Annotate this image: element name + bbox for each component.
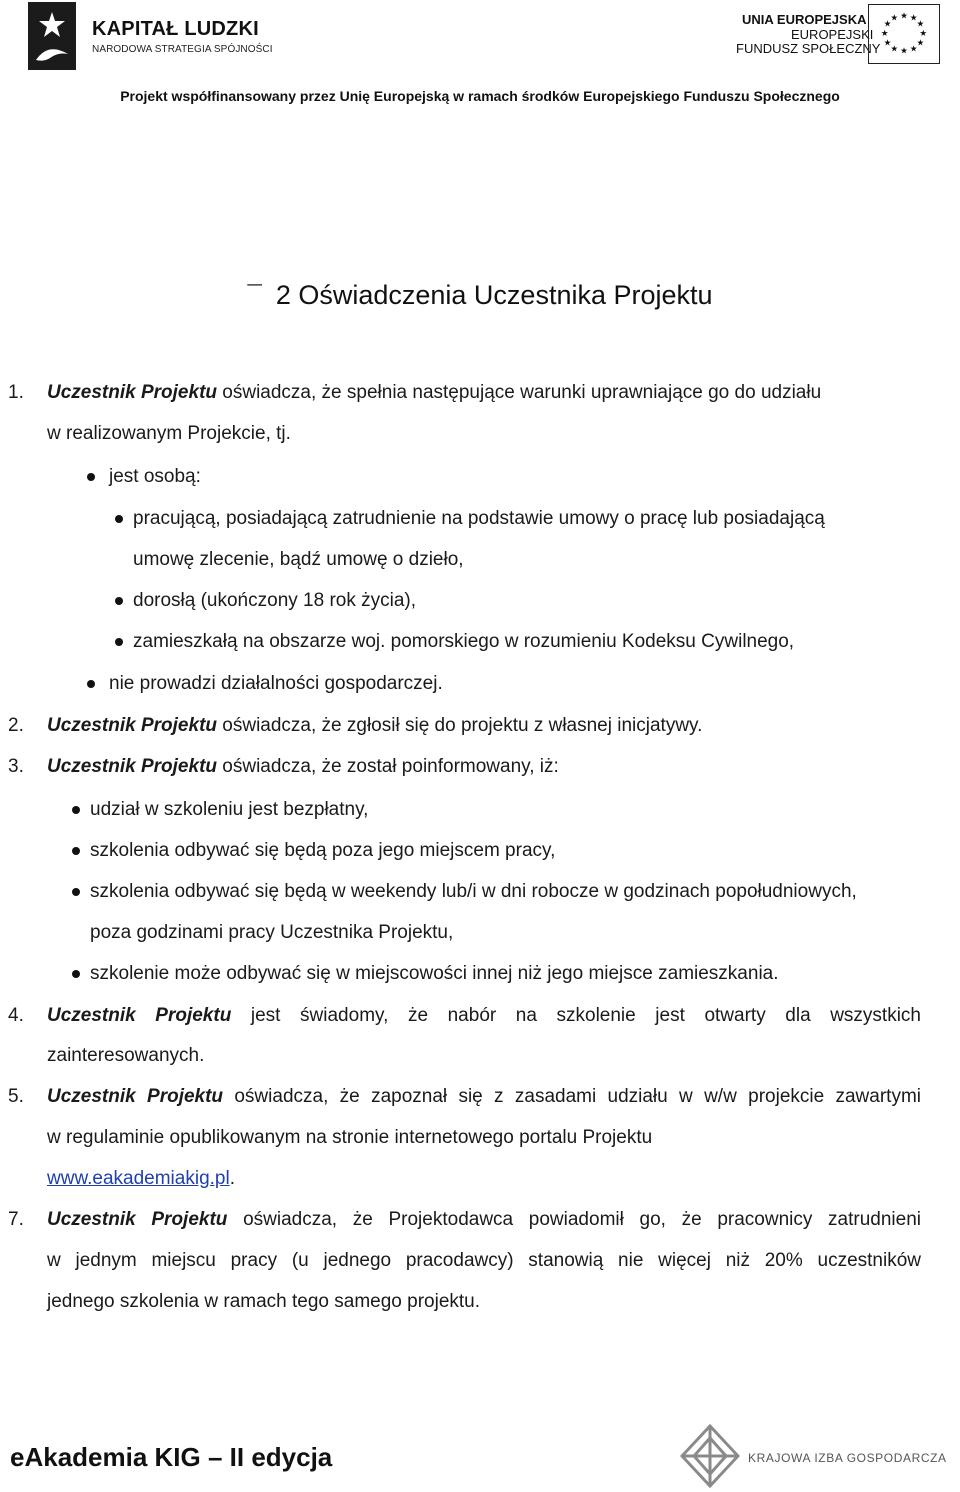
kig-name: KRAJOWA IZBA GOSPODARCZA: [748, 1451, 947, 1465]
item-5-cont: w regulaminie opublikowanym na stronie internetowego portalu Projektu: [47, 1127, 653, 1148]
bullet-icon: [87, 473, 95, 481]
eu-title: UNIA EUROPEJSKA: [742, 12, 867, 27]
item-4-number: 4.: [8, 1005, 24, 1026]
lead-uczestnik: Uczestnik Projektu: [47, 715, 217, 736]
item-7-body: oświadcza, że Projektodawca powiadomił go, że pracownicy zatrudnieni: [227, 1209, 922, 1230]
item-2-text: [47, 714, 702, 738]
item-1-bullet-1a-line-2: umowę zlecenie, bądź umowę o dzieło,: [133, 549, 464, 570]
item-1-bullet-1c: zamieszkałą na obszarze woj. pomorskiego w rozumieniu Kodeksu Cywilnego,: [133, 631, 795, 652]
item-1-body: oświadcza, że spełnia następujące warunki uprawniające go do udziału: [217, 382, 822, 403]
svg-text:★: ★: [900, 46, 908, 57]
item-7-cont-1: w jednym miejscu pracy (u jednego pracodawcy) stanowią nie więcej niż 20% uczestników: [47, 1250, 921, 1271]
lead-uczestnik: Uczestnik Projektu: [47, 382, 217, 403]
link-period: .: [229, 1168, 235, 1189]
title-marker-icon: ¯: [247, 280, 262, 310]
bullet-icon: [115, 638, 123, 646]
svg-text:★: ★: [890, 13, 899, 24]
eu-flag-icon: [868, 4, 940, 64]
bullet-icon: [72, 847, 80, 855]
item-1-number: 1.: [8, 382, 24, 403]
svg-text:★: ★: [883, 19, 892, 30]
svg-text:★: ★: [880, 28, 889, 39]
bullet-icon: [72, 806, 80, 814]
svg-text:★: ★: [883, 38, 892, 49]
item-5-body: oświadcza, że zapoznał się z zasadami udziału w w/w projekcie zawartymi: [223, 1086, 922, 1107]
eu-line-2: EUROPEJSKI: [791, 27, 874, 42]
item-3-bullet-3-line-1: szkolenia odbywać się będą w weekendy lub/i w dni robocze w godzinach popołudniowych,: [90, 881, 857, 902]
item-5-number: 5.: [8, 1086, 24, 1107]
footer-program-name: eAkademia KIG – II edycja: [10, 1442, 333, 1472]
bullet-icon: [72, 970, 80, 978]
item-7-text: [47, 1208, 921, 1232]
item-7-number: 7.: [8, 1209, 24, 1230]
kapital-ludzki-subtitle: NARODOWA STRATEGIA SPÓJNOŚCI: [92, 44, 273, 55]
item-2-body: oświadcza, że zgłosił się do projektu z własnej inicjatywy.: [217, 715, 703, 736]
item-1-cont: w realizowanym Projekcie, tj.: [47, 423, 291, 444]
item-3-body: oświadcza, że został poinformowany, iż:: [217, 756, 559, 777]
portal-link[interactable]: www.eakademiakig.pl: [47, 1168, 230, 1189]
item-1-text: [47, 381, 821, 405]
item-3-bullet-2: szkolenia odbywać się będą poza jego miejscem pracy,: [90, 840, 556, 861]
item-4-text: [47, 1004, 921, 1028]
project-cofinancing-line: Projekt współfinansowany przez Unię Europejską w ramach środków Europejskiego Funduszu Społecznego: [120, 88, 840, 104]
item-3-text: [47, 755, 559, 779]
item-1-bullet-1: jest osobą:: [109, 466, 201, 487]
svg-text:★: ★: [890, 44, 899, 55]
bullet-icon: [87, 680, 95, 688]
svg-text:★: ★: [900, 11, 908, 22]
item-1-bullet-1a-line-1: pracującą, posiadającą zatrudnienie na podstawie umowy o pracę lub posiadającą: [133, 508, 825, 529]
item-5-link-line: [47, 1167, 235, 1191]
svg-text:★: ★: [919, 28, 928, 39]
lead-uczestnik: Uczestnik Projektu: [47, 1086, 224, 1107]
item-3-bullet-3-line-2: poza godzinami pracy Uczestnika Projektu,: [90, 922, 454, 943]
bullet-icon: [115, 515, 123, 523]
page-title: [0, 280, 960, 311]
lead-uczestnik: Uczestnik Projektu: [47, 756, 217, 777]
kig-logo: [680, 1424, 740, 1488]
item-3-bullet-4: szkolenie może odbywać się w miejscowości innej niż jego miejsce zamieszkania.: [90, 963, 779, 984]
item-4-body: jest świadomy, że nabór na szkolenie jest otwarty dla wszystkich: [231, 1005, 922, 1026]
eu-line-3: FUNDUSZ SPOŁECZNY: [736, 41, 881, 56]
bullet-icon: [72, 888, 80, 896]
item-7-cont-2: jednego szkolenia w ramach tego samego projektu.: [47, 1291, 481, 1312]
kapital-ludzki-logo: [28, 2, 76, 70]
item-3-number: 3.: [8, 756, 24, 777]
item-3-bullet-1: udział w szkoleniu jest bezpłatny,: [90, 799, 369, 820]
item-4-cont: zainteresowanych.: [47, 1045, 205, 1066]
item-2-number: 2.: [8, 715, 24, 736]
svg-text:★: ★: [909, 44, 918, 55]
item-1-bullet-2: nie prowadzi działalności gospodarczej.: [109, 673, 443, 694]
lead-uczestnik: Uczestnik Projektu: [47, 1005, 232, 1026]
kapital-ludzki-title: KAPITAŁ LUDZKI: [92, 18, 259, 40]
bullet-icon: [115, 597, 123, 605]
svg-text:★: ★: [916, 19, 925, 30]
lead-uczestnik: Uczestnik Projektu: [47, 1209, 228, 1230]
item-5-text: [47, 1085, 921, 1109]
svg-text:★: ★: [916, 38, 925, 49]
page-title-text: 2 Oświadczenia Uczestnika Projektu: [275, 280, 713, 310]
svg-text:★: ★: [909, 13, 918, 24]
item-1-bullet-1b: dorosłą (ukończony 18 rok życia),: [133, 590, 417, 611]
